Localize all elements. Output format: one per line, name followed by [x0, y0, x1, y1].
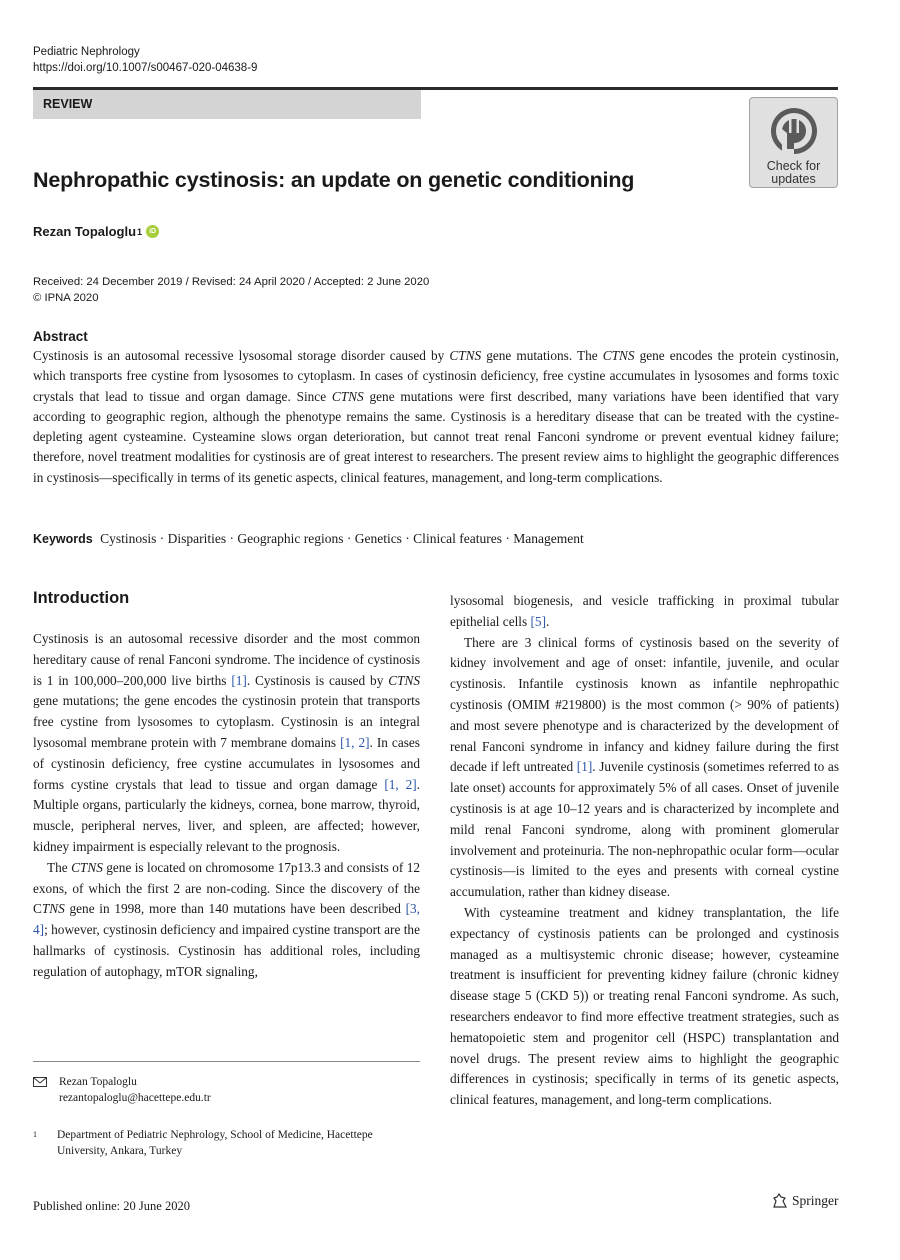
section-label: REVIEW	[33, 90, 421, 119]
text-seg: gene in 1998, more than 140 mutations have been described	[64, 901, 406, 917]
intro-paragraph-4: With cysteamine treatment and kidney transplantation, the life expectancy of cystinosis patients can be prolonged and cystinosis managed as a multisystemic chronic disease; however, cysteamine treatment is insufficient for preventing kidney failure (chronic kidney disease stage 5 (CKD 5)) or treating renal Fanconi syndrome. As such, researchers endeavor to find more effective treatment strategies, such as hematopoietic stem and progenitor cell (HSPC) transplantation and novel drugs. The present review aims to highlight the geographic differences in cystinosis; specifically in terms of its genetic aspects, clinical features, management, and long-term complications.	[450, 904, 839, 1108]
doi-link[interactable]: https://doi.org/10.1007/s00467-020-04638-9	[33, 62, 258, 74]
gene-name: CTNS	[71, 859, 103, 875]
affiliation-number: 1	[33, 1130, 37, 1139]
text-seg: Cystinosis is an autosomal recessive disorder and the most common hereditary cause of renal Fanconi syndrome. The incidence of cystinosis is 1 in 100,000–200,000 live births	[33, 631, 420, 688]
citation-link[interactable]: [3, 4]	[33, 901, 420, 938]
gene-name: CTNS	[602, 348, 635, 363]
copyright: © IPNA 2020	[33, 291, 99, 304]
correspondence	[33, 1074, 211, 1106]
author-affil-sup: 1	[137, 226, 143, 237]
gene-name: TNS	[41, 901, 65, 917]
text-seg: . In cases of cystinosin deficiency, free cystine accumulates in lysosomes and forms cystine crystals that lead to tissue and organ damage	[33, 734, 420, 792]
correspondence-email[interactable]: rezantopaloglu@hacettepe.edu.tr	[59, 1092, 211, 1104]
citation-link[interactable]: [1, 2]	[384, 776, 417, 792]
abstract-seg: Cystinosis is an autosomal recessive lysosomal storage disorder caused by	[33, 348, 450, 363]
intro-paragraph-continued	[450, 591, 839, 633]
correspondence-name: Rezan Topaloglu	[59, 1076, 137, 1088]
author-line	[33, 224, 159, 239]
orcid-icon[interactable]: iD	[146, 225, 159, 238]
abstract-seg: gene encodes the protein cystinosin, which transports free cystine from lysosomes to cytoplasm. In cases of cystinosin deficiency, free cystine accumulates in lysosomes and forms toxic crystals that lead to tissue and organ damage. Since	[33, 348, 839, 404]
introduction-heading: Introduction	[33, 589, 130, 607]
keywords-list: Cystinosis · Disparities · Geographic regions · Genetics · Clinical features · Management	[100, 531, 584, 546]
published-online: Published online: 20 June 2020	[33, 1199, 190, 1213]
affiliation	[33, 1127, 373, 1159]
envelope-icon	[33, 1077, 47, 1087]
crossmark-icon	[768, 105, 820, 157]
left-column	[33, 629, 420, 983]
abstract-heading: Abstract	[33, 329, 88, 344]
publisher-logo	[771, 1193, 839, 1209]
right-column	[450, 591, 839, 1111]
intro-paragraph-1	[33, 629, 420, 858]
text-seg: . Juvenile cystinosis (sometimes referred to as late onset) accounts for approximately 5% of all cases. Onset of juvenile cystinosis is at age 10–12 years and is characterized by incomplete and mild renal Fanconi syndrome, along with prominent glomerular involvement and proteinuria. The non-nephropathic ocular form—ocular cystinosis—is limited to the eyes and presents with corneal cystine accumulation, rather than kidney disease.	[450, 759, 839, 900]
text-seg: The	[47, 859, 72, 875]
citation-link[interactable]: [1, 2]	[340, 734, 370, 750]
gene-name: CTNS	[331, 388, 364, 404]
check-updates-line2: updates	[771, 172, 816, 186]
affiliation-line-2: University, Ankara, Turkey	[57, 1145, 183, 1157]
citation-link[interactable]: [1]	[231, 672, 247, 688]
abstract-seg: gene mutations. The	[481, 348, 603, 363]
text-seg: gene is located on chromosome 17p13.3 and consists of 12 exons, of which the first 2 are non-coding. Since the discovery of the C	[33, 859, 420, 917]
intro-paragraph-3	[450, 633, 839, 903]
journal-header	[33, 44, 257, 76]
text-seg: .	[546, 613, 550, 629]
publisher-name: Springer	[792, 1193, 839, 1208]
journal-name: Pediatric Nephrology	[33, 46, 140, 58]
citation-link[interactable]: [5]	[530, 613, 547, 629]
article-history: Received: 24 December 2019 / Revised: 24 April 2020 / Accepted: 2 June 2020	[33, 276, 430, 288]
article-title: Nephropathic cystinosis: an update on genetic conditioning	[33, 168, 635, 192]
author-name[interactable]: Rezan Topaloglu	[33, 224, 137, 239]
abstract-seg: gene mutations were first described, many variations have been identified that vary according to geographic region, although the phenotype remains the same. Cystinosis is a hereditary disease that can be treated with the cystine-depleting agent cysteamine. Cysteamine slows organ deterioration, but cannot treat renal Fanconi syndrome or prevent eventual kidney failure; therefore, novel treatment modalities for cystinosis are of great interest to researchers. The present review aims to highlight the geographic differences in cystinosis—specifically in terms of its genetic aspects, clinical features, management, and long-term complications.	[33, 388, 839, 485]
springer-horse-icon	[771, 1193, 789, 1209]
text-seg: . Multiple organs, particularly the kidneys, cornea, bone marrow, thyroid, muscle, peripheral nerves, liver, and spleen, are affected; however, kidney impairment is especially relevant to the prognosis.	[33, 776, 420, 854]
check-for-updates-button[interactable]	[749, 97, 838, 188]
affiliation-line-1: Department of Pediatric Nephrology, School of Medicine, Hacettepe	[57, 1129, 373, 1141]
gene-name: CTNS	[449, 348, 482, 363]
article-dates	[33, 275, 429, 306]
text-seg: lysosomal biogenesis, and vesicle trafficking in proximal tubular epithelial cells	[450, 593, 839, 629]
check-updates-line1: Check for	[766, 159, 821, 173]
text-seg: There are 3 clinical forms of cystinosis based on the severity of kidney involvement and age of onset: infantile, juvenile, and ocular cystinosis. Infantile cystinosis known as infantile nephropathic cystinosis (OMIM #219800) is the most common (> 90% of patients) and most severe phenotype and is characterized by the development of renal Fanconi syndrome in infancy and kidney failure during the first decade if left untreated	[450, 634, 839, 775]
abstract-text	[33, 346, 839, 488]
gene-name: CTNS	[388, 672, 420, 688]
intro-paragraph-2	[33, 858, 420, 983]
text-seg: . Cystinosis is caused by	[246, 672, 389, 688]
text-seg: gene mutations; the gene encodes the cystinosin protein that transports free cystine from lysosomes to cytoplasm. Cystinosin is an integral lysosomal membrane protein with 7 membrane domains	[33, 693, 420, 750]
keywords	[33, 531, 584, 547]
footnote-rule	[33, 1061, 420, 1062]
text-seg: ; however, cystinosin deficiency and impaired cystine transport are the hallmarks of cystinosis. Cystinosin has additional roles, including regulation of autophagy, mTOR signaling,	[33, 922, 420, 979]
citation-link[interactable]: [1]	[576, 759, 593, 775]
keywords-heading: Keywords	[33, 532, 93, 546]
